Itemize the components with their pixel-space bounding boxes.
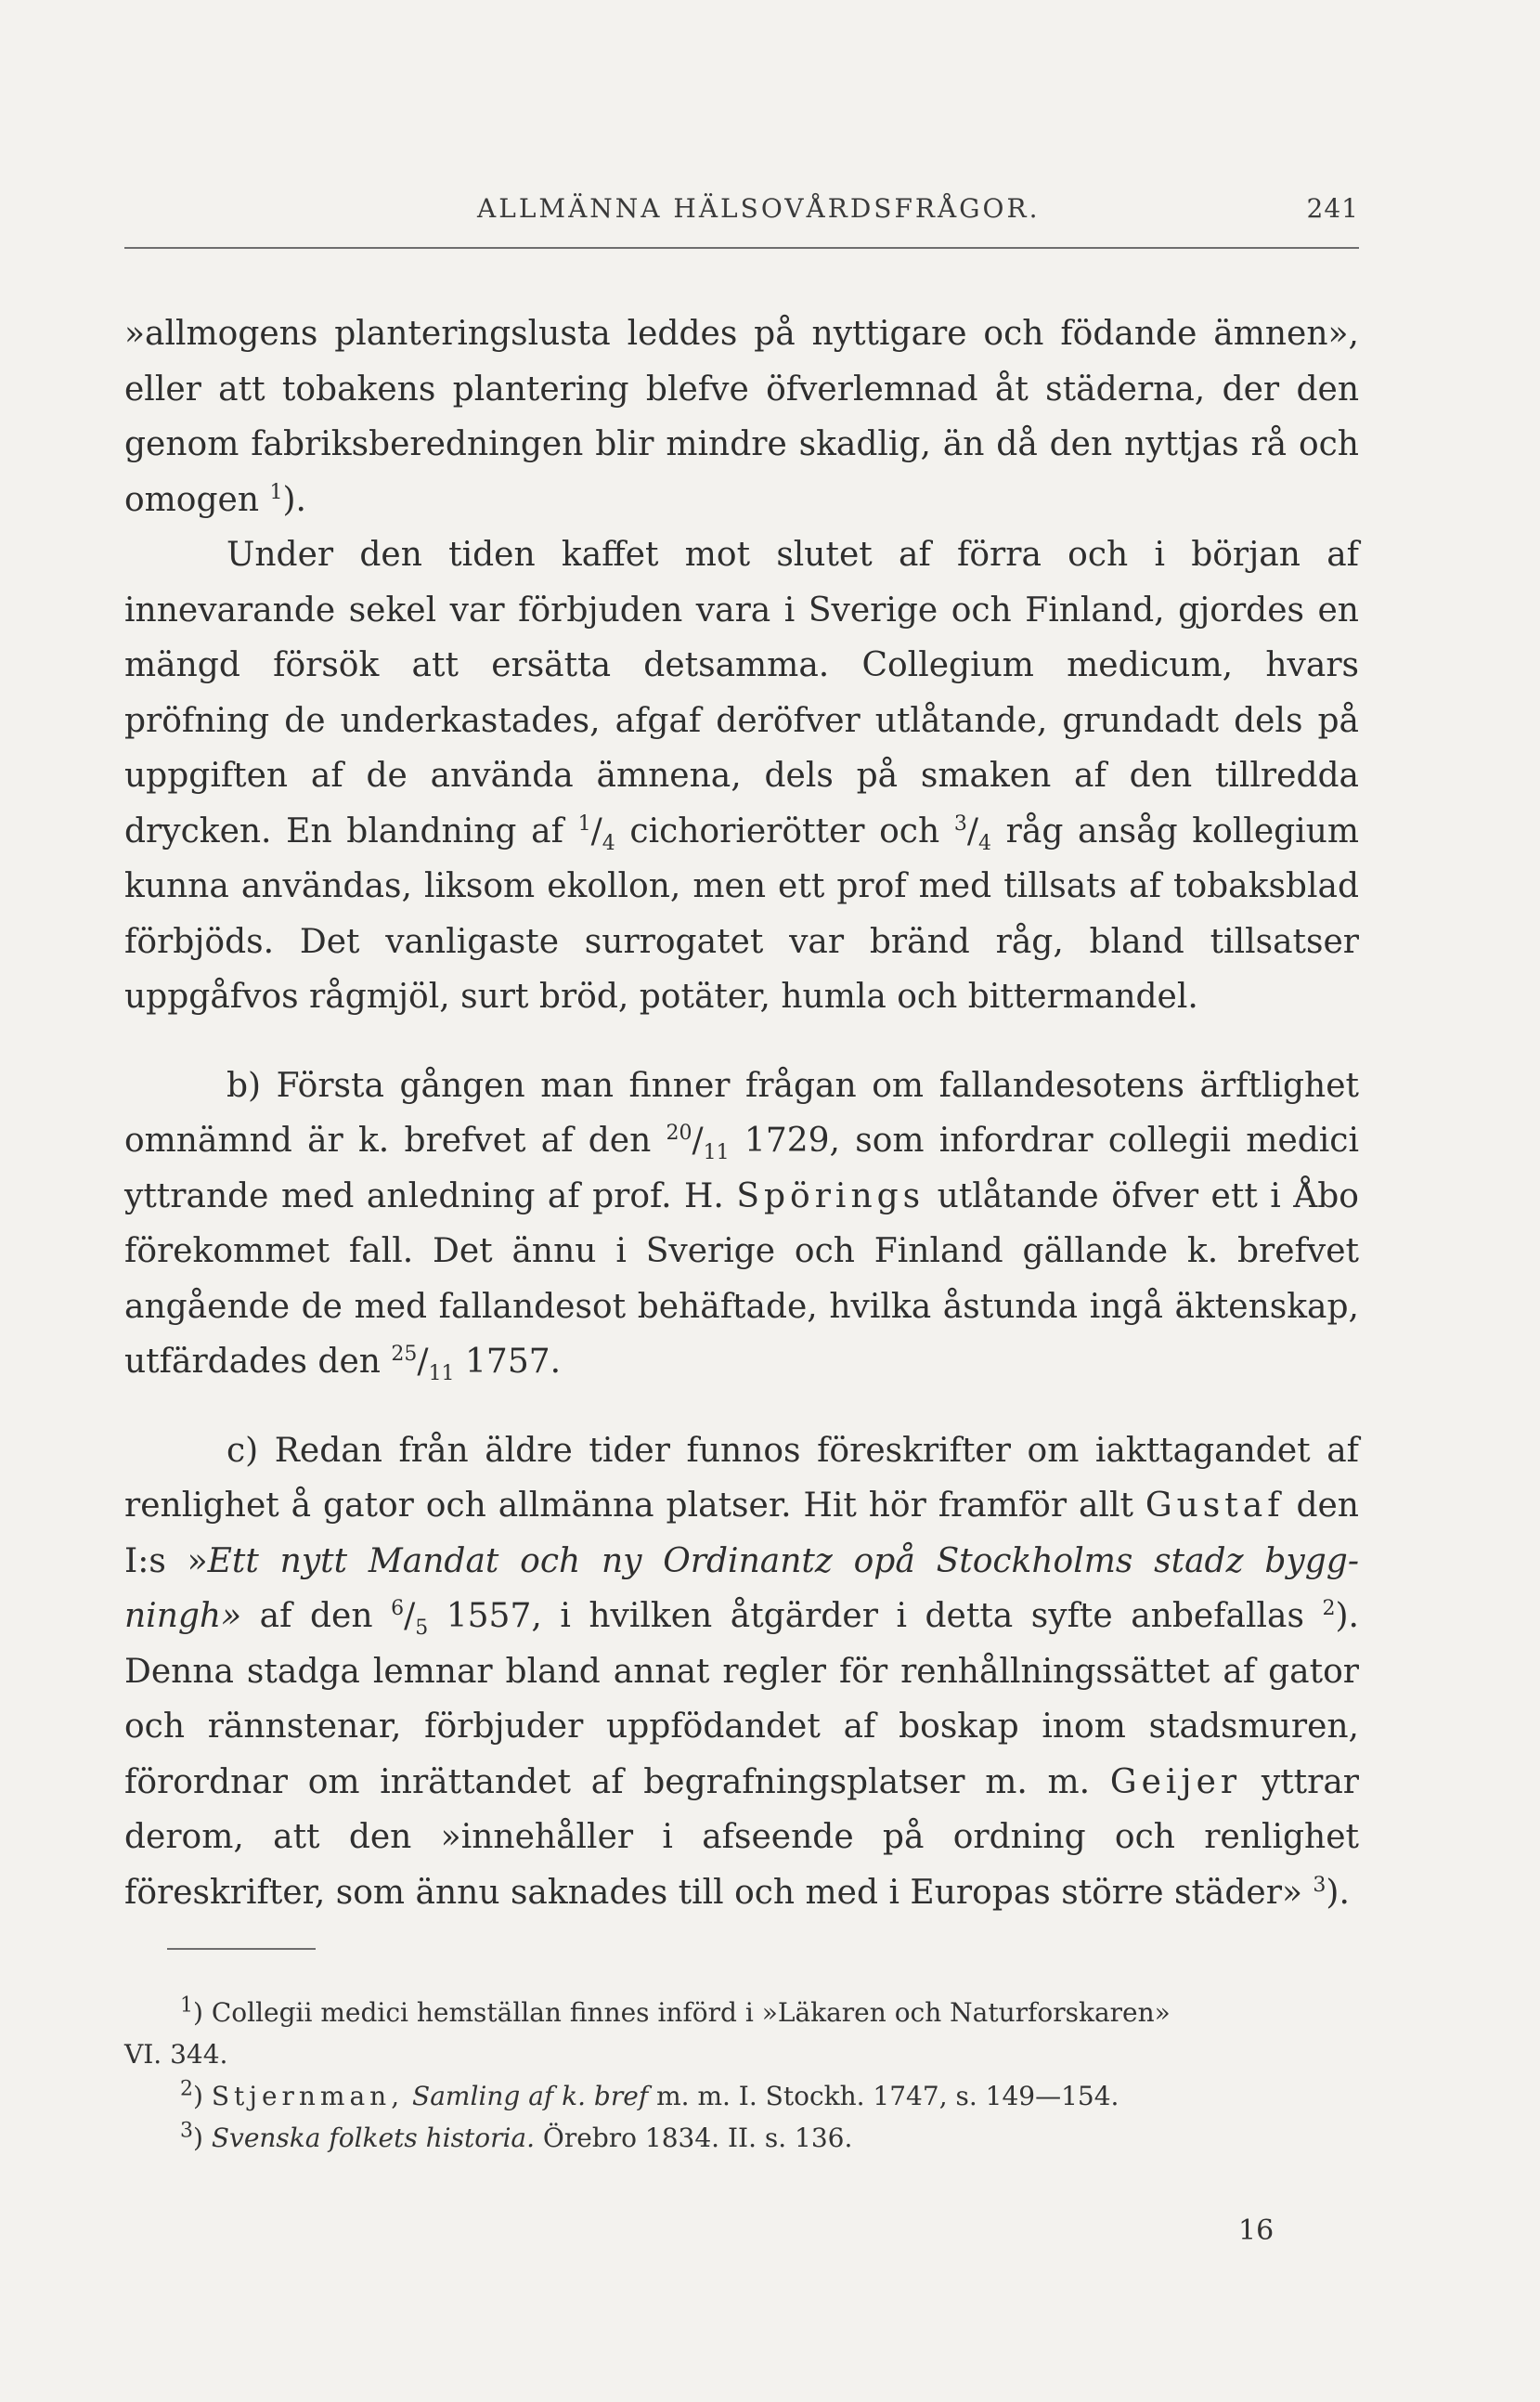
person-name: Spörings (736, 1176, 925, 1215)
footnote-2: $^2$) Stjernman, Samling af k. bref m. m. I. Stockh. 1747, s. 149—154. (180, 2077, 1119, 2111)
footnote-ref: 3 (1313, 1873, 1326, 1897)
running-title: ALLMÄNNA HÄLSOVÅRDSFRÅGOR. (477, 193, 1041, 224)
footnote-1: $^1$) Collegii medici hemställan finnes införd i »Läkaren och Naturforskaren» (180, 1993, 1171, 2028)
footnotes (124, 1992, 1359, 2159)
person-name: Gustaf (1145, 1487, 1285, 1525)
page-number: 241 (1306, 193, 1359, 224)
paragraph-4: c) Redan från äldre tider funnos föreskrifter om iakttagandet af renlighet å gator och allmänna platser. Hit hör framför allt Gustaf den I:s »Ett nytt Mandat och ny Ordinantz opå Stockholms stadz bygg-ningh» af den $^6/_5$ 1557, i hvilken åtgärder i detta syfte anbefallas $^2$). Denna stadga lemnar bland annat regler för renhållningssättet af gator och rännstenar, förbjuder uppfödandet af boskap inom stadsmuren, förordnar om inrättandet af begrafningsplatser m. m. Geijer yttrar derom, att den »innehåller i afseende på ordning och renlighet föreskrifter, som ännu saknades till och med i Europas större städer» $^3$). (124, 1431, 1360, 1912)
work-title: Ett nytt Mandat och ny Ordinantz opå Stockholms stadz bygg-ningh» (124, 1541, 1359, 1635)
person-name: Geijer (1109, 1762, 1242, 1801)
paragraph-1: »allmogens planteringslusta leddes på nyttigare och födande ämnen», eller att tobakens plantering blefve öfverlemnad åt städerna, der den genom fabriksberedningen blir mindre skadlig, än då den nyttjas rå och omogen $^1$). (124, 315, 1359, 519)
footnote-1-continuation: VI. 344. (124, 2039, 228, 2070)
footnote-ref: 2 (1322, 1597, 1336, 1620)
footnote-ref: 1 (269, 480, 283, 504)
paragraph-2: Under den tiden kaffet mot slutet af förra och i början af innevarande sekel var förbjuden vara i Sverige och Finland, gjordes en mängd försök att ersätta detsamma. Collegium medicum, hvars pröfning de underkastades, afgaf deröfver utlåtande, grundadt dels på uppgiften af de använda ämnena, dels på smaken af den tillredda drycken. En blandning af $^1/_4$ cichorierötter och $^3/_4$ råg ansåg kollegium kunna användas, liksom ekollon, men ett prof med tillsats af tobaksblad förbjöds. Det vanligaste surrogatet var bränd råg, bland tillsatser uppgåfvos rågmjöl, surt bröd, potäter, humla och bittermandel. (124, 536, 1360, 1016)
footnote-rule (167, 1948, 316, 1950)
paragraph-3: b) Första gången man finner frågan om fallandesotens ärftlighet omnämnd är k. brefvet af den $^{20}/_{11}$ 1729, som infordrar collegii medici yttrande med anledning af prof. H. Spörings utlåtande öfver ett i Åbo förekommet fall. Det ännu i Sverige och Finland gällande k. brefvet angående de med fallandesot behäftade, hvilka åstunda ingå äktenskap, utfärdades den $^{25}/_{11}$ 1757. (124, 1066, 1359, 1386)
header-rule (124, 247, 1359, 249)
footnote-3: $^3$) Svenska folkets historia. Örebro 1834. II. s. 136. (180, 2119, 853, 2153)
signature-mark: 16 (1238, 2214, 1275, 2247)
body-text (124, 306, 1359, 1920)
